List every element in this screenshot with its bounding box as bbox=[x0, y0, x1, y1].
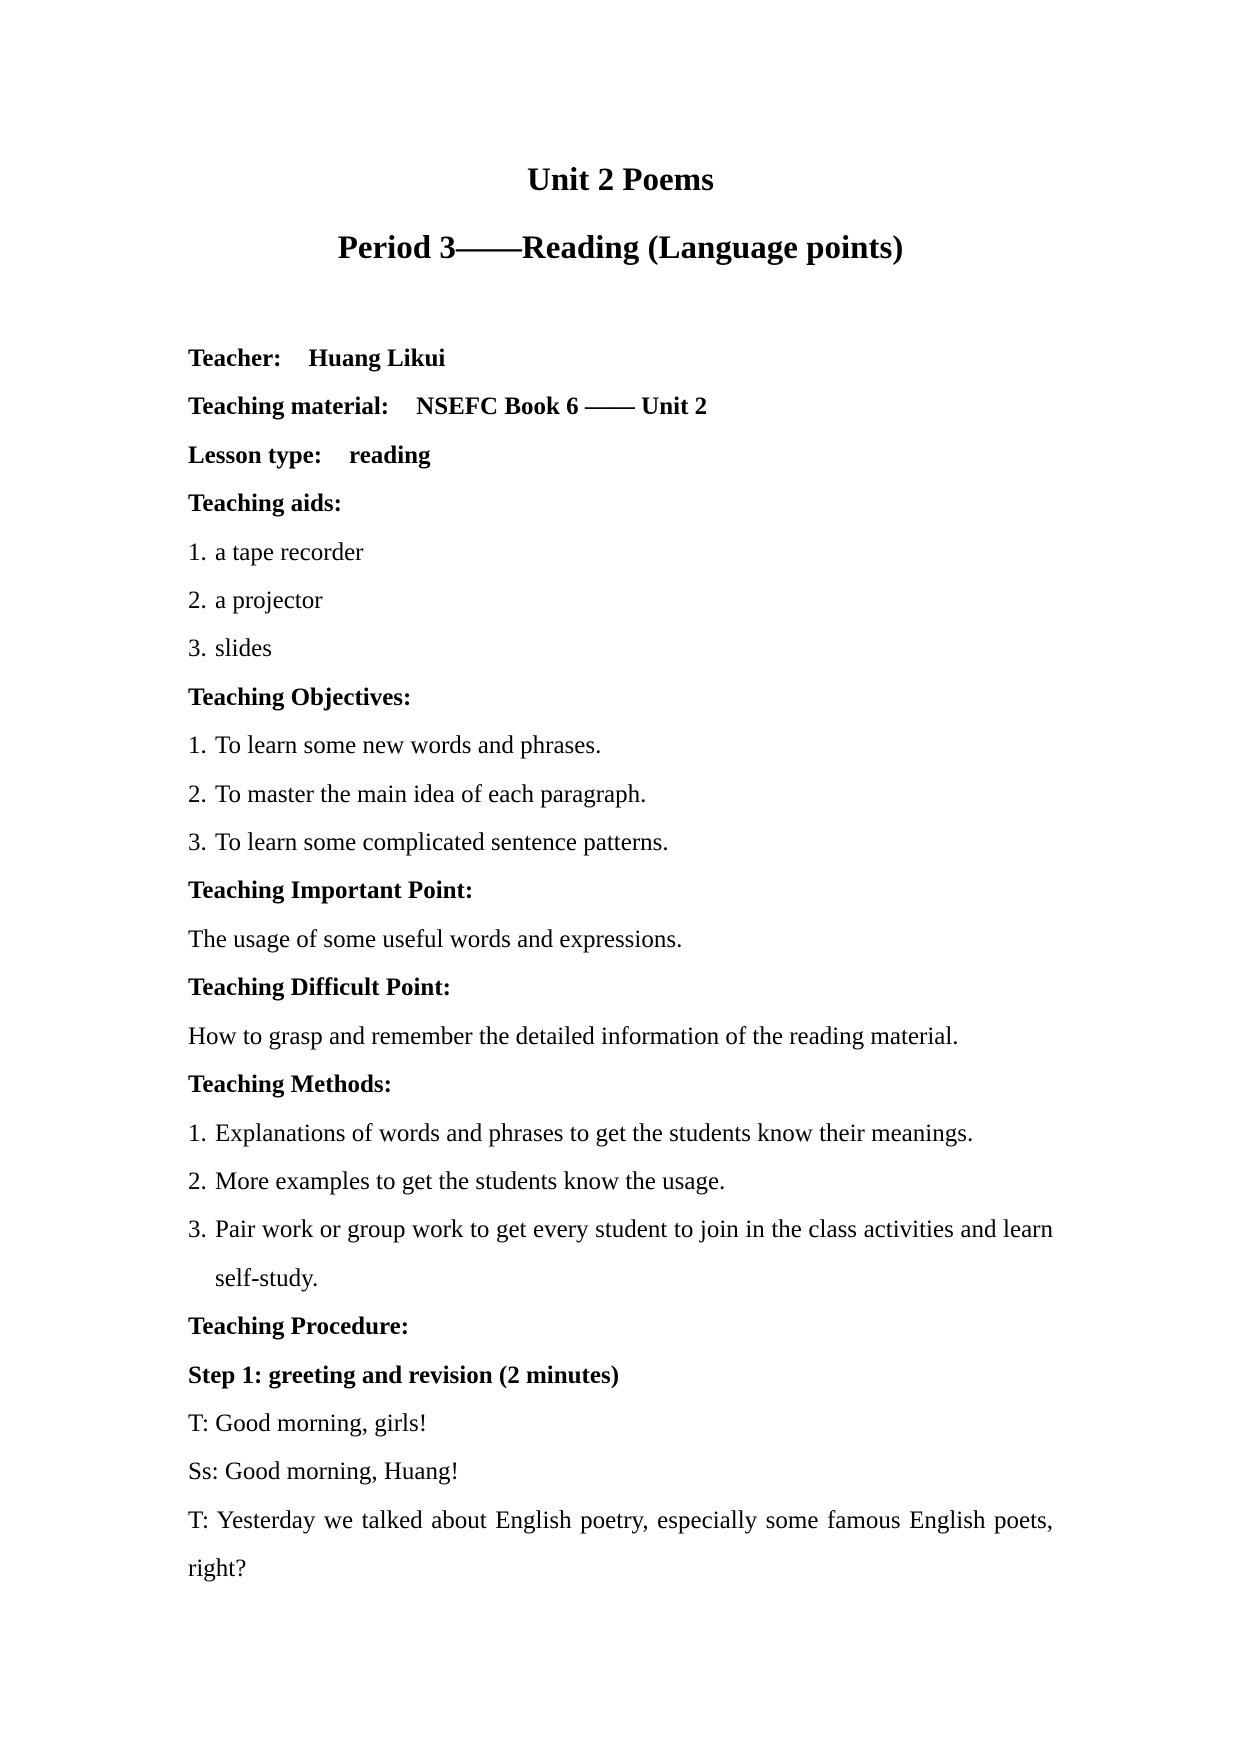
paragraph-important-point: The usage of some useful words and expressions. bbox=[188, 925, 683, 953]
paragraph-difficult-point: How to grasp and remember the detailed information of the reading material. bbox=[188, 1022, 959, 1050]
list-item-text: slides bbox=[215, 635, 272, 663]
list-marker: 3. bbox=[188, 1216, 207, 1244]
heading-teaching-important-point: Teaching Important Point: bbox=[188, 877, 474, 905]
list-marker: 3. bbox=[188, 829, 207, 857]
doc-title: Unit 2 Poems bbox=[527, 162, 714, 198]
list-item-aid-3 bbox=[188, 625, 1053, 673]
heading-teaching-difficult-point: Teaching Difficult Point: bbox=[188, 974, 451, 1002]
list-item-text: More examples to get the students know the usage. bbox=[215, 1167, 726, 1195]
dialogue-teacher-revision: T: Yesterday we talked about English poetry, especially some famous English poets, right? bbox=[188, 1506, 1053, 1583]
heading-teaching-methods: Teaching Methods: bbox=[188, 1071, 392, 1099]
list-item-text: To learn some new words and phrases. bbox=[215, 732, 602, 760]
list-item-method-2 bbox=[188, 1158, 1053, 1206]
list-marker: 2. bbox=[188, 587, 207, 615]
kv-teaching-material-value: NSEFC Book 6 —— Unit 2 bbox=[416, 393, 708, 421]
heading-teaching-aids: Teaching aids: bbox=[188, 490, 342, 518]
kv-lesson-type-value: reading bbox=[349, 441, 431, 469]
kv-teaching-material-label: Teaching material: bbox=[188, 393, 390, 421]
list-item-text: To learn some complicated sentence patterns. bbox=[215, 829, 669, 857]
list-marker: 1. bbox=[188, 538, 207, 566]
list-item-objective-2 bbox=[188, 771, 1053, 819]
list-item-text: a tape recorder bbox=[215, 538, 364, 566]
list-marker: 3. bbox=[188, 635, 207, 663]
kv-teaching-material bbox=[188, 383, 1053, 431]
doc-subtitle: Period 3——Reading (Language points) bbox=[337, 230, 904, 266]
list-item-text: To master the main idea of each paragraph. bbox=[215, 780, 647, 808]
kv-teacher bbox=[188, 335, 1053, 383]
list-item-objective-1 bbox=[188, 722, 1053, 770]
list-item-objective-3 bbox=[188, 819, 1053, 867]
kv-teacher-label: Teacher: bbox=[188, 345, 282, 372]
kv-teacher-value: Huang Likui bbox=[308, 345, 446, 372]
list-item-aid-1 bbox=[188, 529, 1053, 577]
heading-teaching-procedure: Teaching Procedure: bbox=[188, 1313, 410, 1341]
kv-lesson-type-label: Lesson type: bbox=[188, 441, 323, 469]
list-marker: 2. bbox=[188, 1167, 207, 1195]
list-marker: 1. bbox=[188, 1119, 207, 1147]
list-item-method-1 bbox=[188, 1110, 1053, 1158]
list-item-text: Explanations of words and phrases to get the students know their meanings. bbox=[215, 1119, 974, 1147]
list-item-text: Pair work or group work to get every student to join in the class activities and learn self-study. bbox=[215, 1216, 1053, 1292]
list-marker: 2. bbox=[188, 780, 207, 808]
list-item-text: a projector bbox=[215, 587, 323, 615]
list-item-aid-2 bbox=[188, 577, 1053, 625]
kv-lesson-type bbox=[188, 432, 1053, 480]
heading-teaching-objectives: Teaching Objectives: bbox=[188, 683, 412, 711]
dialogue-teacher-greeting: T: Good morning, girls! bbox=[188, 1409, 428, 1437]
title-spacer bbox=[188, 282, 1053, 335]
list-item-method-3 bbox=[188, 1206, 1053, 1303]
heading-step-1: Step 1: greeting and revision (2 minutes) bbox=[188, 1361, 620, 1389]
list-marker: 1. bbox=[188, 732, 207, 760]
dialogue-students-greeting: Ss: Good morning, Huang! bbox=[188, 1458, 459, 1486]
